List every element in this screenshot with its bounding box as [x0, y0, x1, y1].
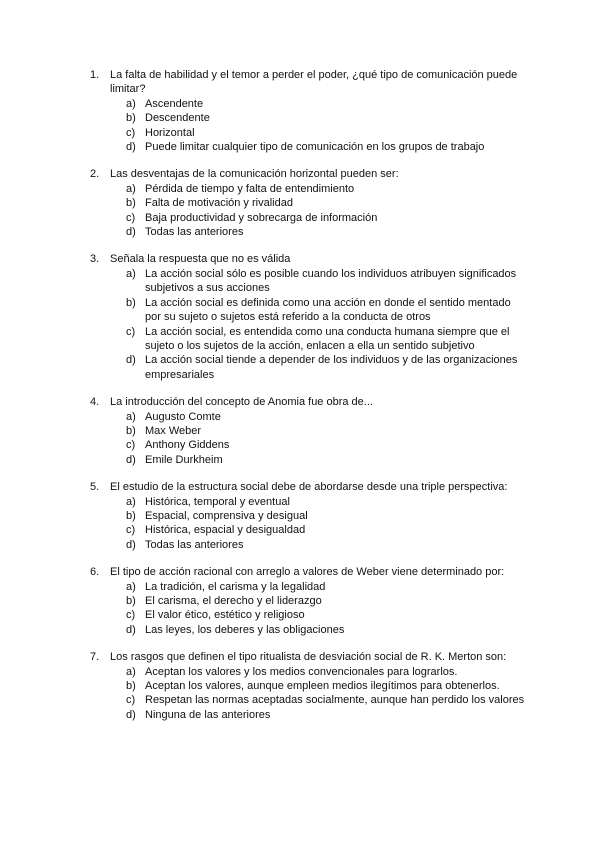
option-letter: b): [126, 112, 136, 125]
question-6: [0, 565, 600, 637]
option-c: [0, 438, 600, 452]
question-text: Las desventajas de la comunicación horizontal pueden ser:: [110, 168, 399, 181]
option-letter: d): [126, 453, 136, 466]
option-b: [0, 594, 600, 608]
option-d: [0, 140, 600, 154]
question-number: 5.: [90, 481, 100, 494]
question-text: La falta de habilidad y el temor a perder el poder, ¿qué tipo de comunicación puede limitar?: [110, 69, 518, 96]
option-b: [0, 679, 600, 693]
question-3: [0, 252, 600, 382]
option-d: [0, 623, 600, 637]
option-letter: b): [126, 509, 136, 522]
option-c: [0, 693, 600, 707]
question-text: Señala la respuesta que no es válida: [110, 253, 291, 266]
question-number: 1.: [90, 69, 100, 81]
option-text: Ascendente: [145, 97, 204, 110]
option-text: Histórica, espacial y desigualdad: [145, 524, 306, 537]
option-letter: c): [126, 211, 136, 224]
option-list: [0, 665, 600, 723]
question-1: [0, 68, 600, 154]
option-text: Falta de motivación y rivalidad: [145, 197, 293, 210]
option-letter: b): [126, 296, 136, 309]
option-a: [0, 182, 600, 196]
option-letter: d): [126, 354, 136, 367]
option-letter: c): [126, 609, 136, 622]
option-list: [0, 580, 600, 638]
option-c: [0, 211, 600, 225]
option-letter: c): [126, 126, 136, 139]
option-letter: a): [126, 665, 136, 678]
option-text: La acción social sólo es posible cuando los individuos atribuyen significados subjetivos a sus acciones: [145, 267, 517, 295]
option-b: [0, 424, 600, 438]
question-number: 3.: [90, 253, 100, 266]
option-text: La acción social es definida como una acción en donde el sentido mentado por su sujeto o sujetos está referido a la conducta de otros: [145, 296, 511, 324]
question-list: [0, 68, 600, 735]
option-c: [0, 126, 600, 140]
option-list: [0, 182, 600, 240]
option-text: Aceptan los valores, aunque empleen medios ilegítimos para obtenerlos.: [145, 680, 500, 693]
option-c: [0, 608, 600, 622]
option-text: Ninguna de las anteriores: [145, 708, 271, 721]
option-text: Max Weber: [145, 424, 202, 437]
option-letter: a): [126, 495, 136, 508]
option-text: Respetan las normas aceptadas socialmente, aunque han perdido los valores: [145, 694, 525, 707]
question-4: [0, 395, 600, 467]
question-number: 7.: [90, 651, 100, 664]
question-number: 2.: [90, 168, 100, 181]
option-text: Horizontal: [145, 126, 195, 139]
option-d: [0, 353, 600, 382]
option-letter: a): [126, 97, 136, 110]
option-letter: d): [126, 226, 136, 239]
option-letter: b): [126, 197, 136, 210]
question-text: Los rasgos que definen el tipo ritualista de desviación social de R. K. Merton son:: [110, 651, 507, 664]
option-text: Baja productividad y sobrecarga de información: [145, 211, 378, 224]
option-a: [0, 665, 600, 679]
option-text: Augusto Comte: [145, 410, 221, 423]
option-text: Emile Durkheim: [145, 453, 223, 466]
option-letter: b): [126, 680, 136, 693]
option-letter: a): [126, 410, 136, 423]
question-text: La introducción del concepto de Anomia fue obra de...: [110, 396, 373, 409]
option-text: Histórica, temporal y eventual: [145, 495, 290, 508]
option-a: [0, 580, 600, 594]
option-b: [0, 296, 600, 325]
option-letter: a): [126, 182, 136, 195]
option-text: Descendente: [145, 112, 210, 125]
option-a: [0, 267, 600, 296]
option-letter: c): [126, 524, 136, 537]
option-text: Anthony Giddens: [145, 439, 230, 452]
option-letter: a): [126, 580, 136, 593]
option-text: La acción social, es entendida como una conducta humana siempre que el sujeto o los sujetos de la acción, enlacen a ella un sentido subjetivo: [145, 325, 510, 352]
option-letter: d): [126, 141, 136, 154]
option-text: El carisma, el derecho y el liderazgo: [145, 595, 322, 607]
option-letter: d): [126, 538, 136, 551]
question-7: [0, 650, 600, 722]
option-b: [0, 196, 600, 210]
option-text: El valor ético, estético y religioso: [145, 609, 305, 622]
question-2: [0, 167, 600, 239]
option-b: [0, 111, 600, 125]
option-text: Puede limitar cualquier tipo de comunicación en los grupos de trabajo: [145, 141, 485, 154]
option-text: Las leyes, los deberes y las obligaciones: [145, 623, 345, 636]
question-5: [0, 480, 600, 552]
option-letter: d): [126, 623, 136, 636]
question-number: 4.: [90, 396, 100, 409]
option-d: [0, 453, 600, 467]
option-d: [0, 225, 600, 239]
option-text: La acción social tiende a depender de los individuos y de las organizaciones empresariales: [145, 354, 518, 381]
option-text: Pérdida de tiempo y falta de entendimiento: [145, 182, 355, 195]
question-text: El tipo de acción racional con arreglo a valores de Weber viene determinado por:: [110, 566, 505, 579]
option-list: [0, 410, 600, 468]
option-a: [0, 97, 600, 111]
option-text: Aceptan los valores y los medios convencionales para lograrlos.: [145, 665, 458, 678]
option-letter: a): [126, 267, 136, 280]
option-letter: b): [126, 595, 136, 607]
option-list: [0, 495, 600, 553]
option-d: [0, 708, 600, 722]
option-text: La tradición, el carisma y la legalidad: [145, 580, 326, 593]
option-b: [0, 509, 600, 523]
option-letter: b): [126, 424, 136, 437]
option-text: Todas las anteriores: [145, 226, 244, 239]
option-c: [0, 325, 600, 354]
option-d: [0, 538, 600, 552]
option-letter: c): [126, 694, 136, 707]
question-number: 6.: [90, 566, 100, 579]
option-letter: c): [126, 439, 136, 452]
option-a: [0, 410, 600, 424]
question-text: El estudio de la estructura social debe de abordarse desde una triple perspectiva:: [110, 481, 508, 494]
option-letter: c): [126, 325, 136, 338]
option-a: [0, 495, 600, 509]
option-text: Espacial, comprensiva y desigual: [145, 509, 308, 522]
option-c: [0, 523, 600, 537]
option-list: [0, 97, 600, 155]
option-letter: d): [126, 708, 136, 721]
option-list: [0, 267, 600, 382]
option-text: Todas las anteriores: [145, 538, 244, 551]
